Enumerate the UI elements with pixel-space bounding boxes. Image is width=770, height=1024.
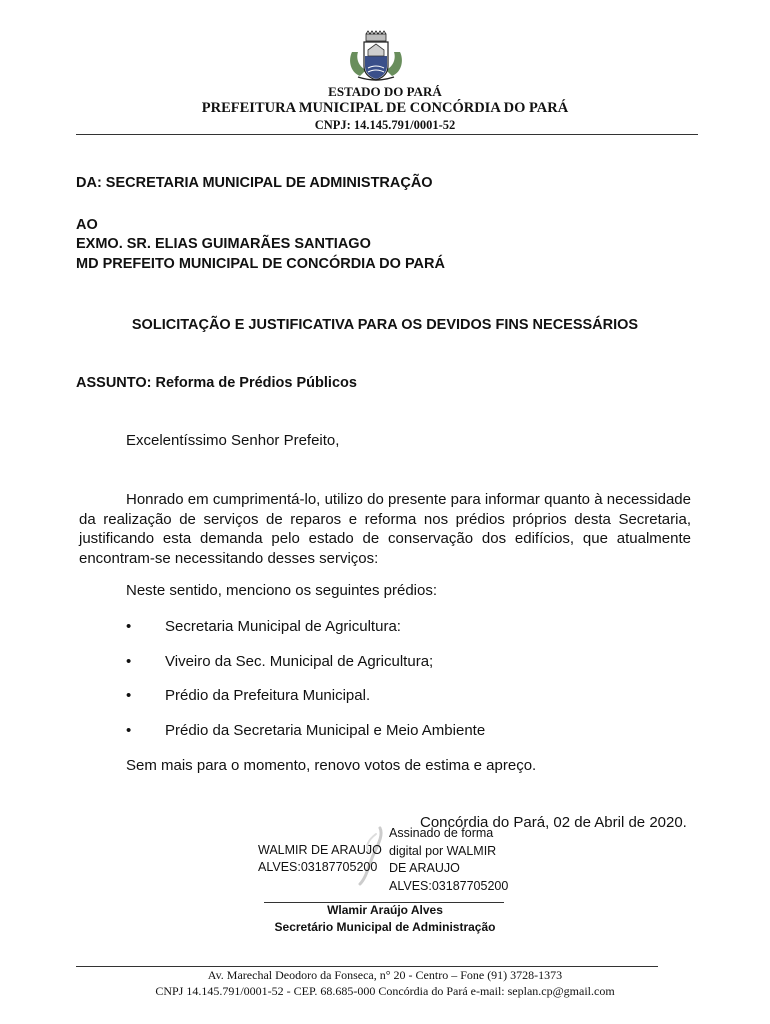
header-state: ESTADO DO PARÁ: [328, 84, 442, 99]
list-item: • Secretaria Municipal de Agricultura:: [126, 618, 401, 635]
bullet-icon: •: [126, 721, 132, 739]
header-divider: [76, 134, 698, 135]
coat-of-arms-icon: [346, 30, 406, 82]
signer-name: Wlamir Araújo Alves: [327, 903, 443, 917]
footer-address: Av. Marechal Deodoro da Fonseca, n° 20 - Centro – Fone (91) 3728-1373: [207, 968, 563, 982]
document-title: SOLICITAÇÃO E JUSTIFICATIVA PARA OS DEVIDOS FINS NECESSÁRIOS: [131, 317, 639, 333]
body-text: Honrado em cumprimentá-lo, utilizo do presente para informar quanto à necessidade da realização de serviços de reparos e reforma nos prédios próprios desta Secretaria, justificando esta demanda pelo estado de conservação dos edifícios, que atualmente encontram-se necessitando desses serviços:: [79, 491, 691, 567]
header-cnpj: CNPJ: 14.145.791/0001-52: [314, 118, 456, 132]
recipient-title: MD PREFEITO MUNICIPAL DE CONCÓRDIA DO PARÁ: [76, 256, 445, 272]
list-intro: Neste sentido, menciono os seguintes prédios:: [126, 582, 438, 599]
closing-line: Sem mais para o momento, renovo votos de estima e apreço.: [126, 757, 537, 774]
sender-line: DA: SECRETARIA MUNICIPAL DE ADMINISTRAÇÃO: [76, 175, 433, 191]
list-item: • Prédio da Prefeitura Municipal.: [126, 687, 371, 704]
recipient-name: EXMO. SR. ELIAS GUIMARÃES SANTIAGO: [76, 236, 371, 252]
bullet-icon: •: [126, 618, 132, 635]
body-paragraph: [79, 490, 691, 568]
subject-line: ASSUNTO: Reforma de Prédios Públicos: [76, 375, 357, 391]
greeting: Excelentíssimo Senhor Prefeito,: [126, 432, 340, 449]
header-municipality: PREFEITURA MUNICIPAL DE CONCÓRDIA DO PARÁ: [201, 100, 569, 116]
list-item: • Viveiro da Sec. Municipal de Agricultura;: [126, 652, 434, 670]
date-line: Concórdia do Pará, 02 de Abril de 2020.: [420, 814, 687, 831]
buildings-list: [126, 618, 485, 756]
list-item: • Prédio da Secretaria Municipal e Meio Ambiente: [126, 721, 486, 739]
digital-signature-stamp: Assinado de forma digital por WALMIR DE ARAUJO ALVES:03187705200: [389, 826, 509, 893]
footer-contact: CNPJ 14.145.791/0001-52 - CEP. 68.685-000 Concórdia do Pará e-mail: seplan.cp@gmail.com: [155, 984, 615, 998]
recipient-to: AO: [76, 217, 98, 233]
digital-signature-name: WALMIR DE ARAUJO ALVES:03187705200: [258, 843, 382, 874]
bullet-icon: •: [126, 652, 132, 670]
bullet-icon: •: [126, 687, 132, 704]
footer-divider: [76, 966, 658, 967]
signer-role: Secretário Municipal de Administração: [274, 920, 496, 934]
